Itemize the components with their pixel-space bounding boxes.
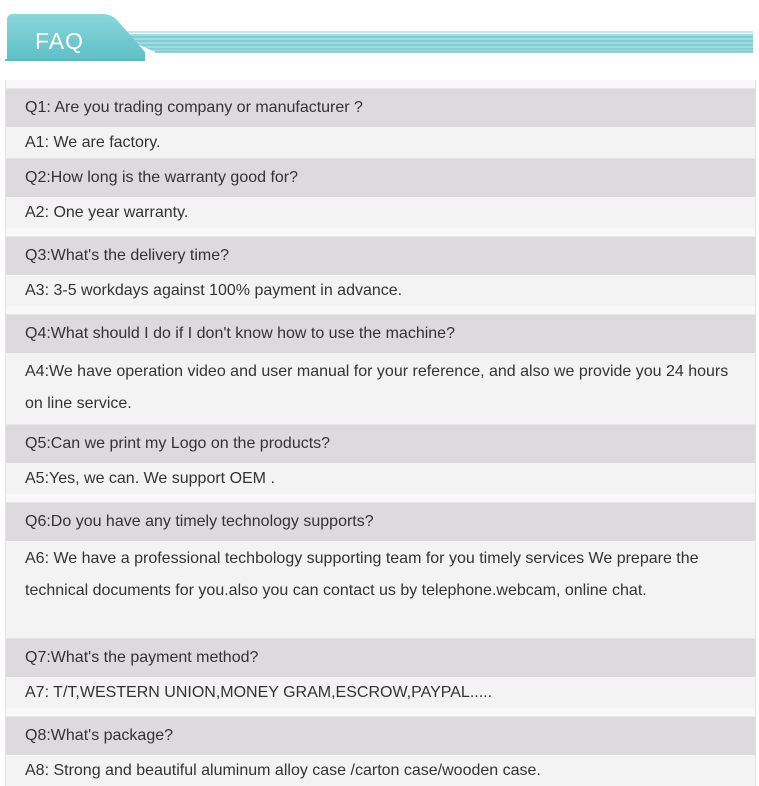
question-4: Q4:What should I do if I don't know how to use the machine? — [6, 314, 755, 353]
answer-3: A3: 3-5 workdays against 100% payment in advance. — [6, 275, 755, 306]
spacer — [6, 228, 755, 236]
spacer — [6, 494, 755, 502]
question-7: Q7:What's the payment method? — [6, 638, 755, 677]
faq-list — [5, 80, 756, 786]
answer-5: A5:Yes, we can. We support OEM . — [6, 463, 755, 494]
question-8: Q8:What's package? — [6, 716, 755, 755]
question-1: Q1: Are you trading company or manufacturer ? — [6, 88, 755, 127]
question-6: Q6:Do you have any timely technology supports? — [6, 502, 755, 541]
question-2: Q2:How long is the warranty good for? — [6, 158, 755, 197]
answer-6: A6: We have a professional techbology supporting team for you timely services We prepare the technical documents for you.also you can contact us by telephone.webcam, online chat. — [6, 541, 755, 638]
spacer — [6, 306, 755, 314]
spacer — [6, 80, 755, 88]
page-title: FAQ — [35, 28, 85, 54]
answer-8: A8: Strong and beautiful aluminum alloy case /carton case/wooden case. — [6, 755, 755, 786]
answer-2: A2: One year warranty. — [6, 197, 755, 228]
faq-header — [5, 10, 755, 70]
answer-4: A4:We have operation video and user manual for your reference, and also we provide you 24 hours on line service. — [6, 353, 755, 424]
question-3: Q3:What's the delivery time? — [6, 236, 755, 275]
question-5: Q5:Can we print my Logo on the products? — [6, 424, 755, 463]
answer-1: A1: We are factory. — [6, 127, 755, 158]
spacer — [6, 708, 755, 716]
header-ribbon — [5, 10, 755, 70]
answer-7: A7: T/T,WESTERN UNION,MONEY GRAM,ESCROW,PAYPAL..... — [6, 677, 755, 708]
